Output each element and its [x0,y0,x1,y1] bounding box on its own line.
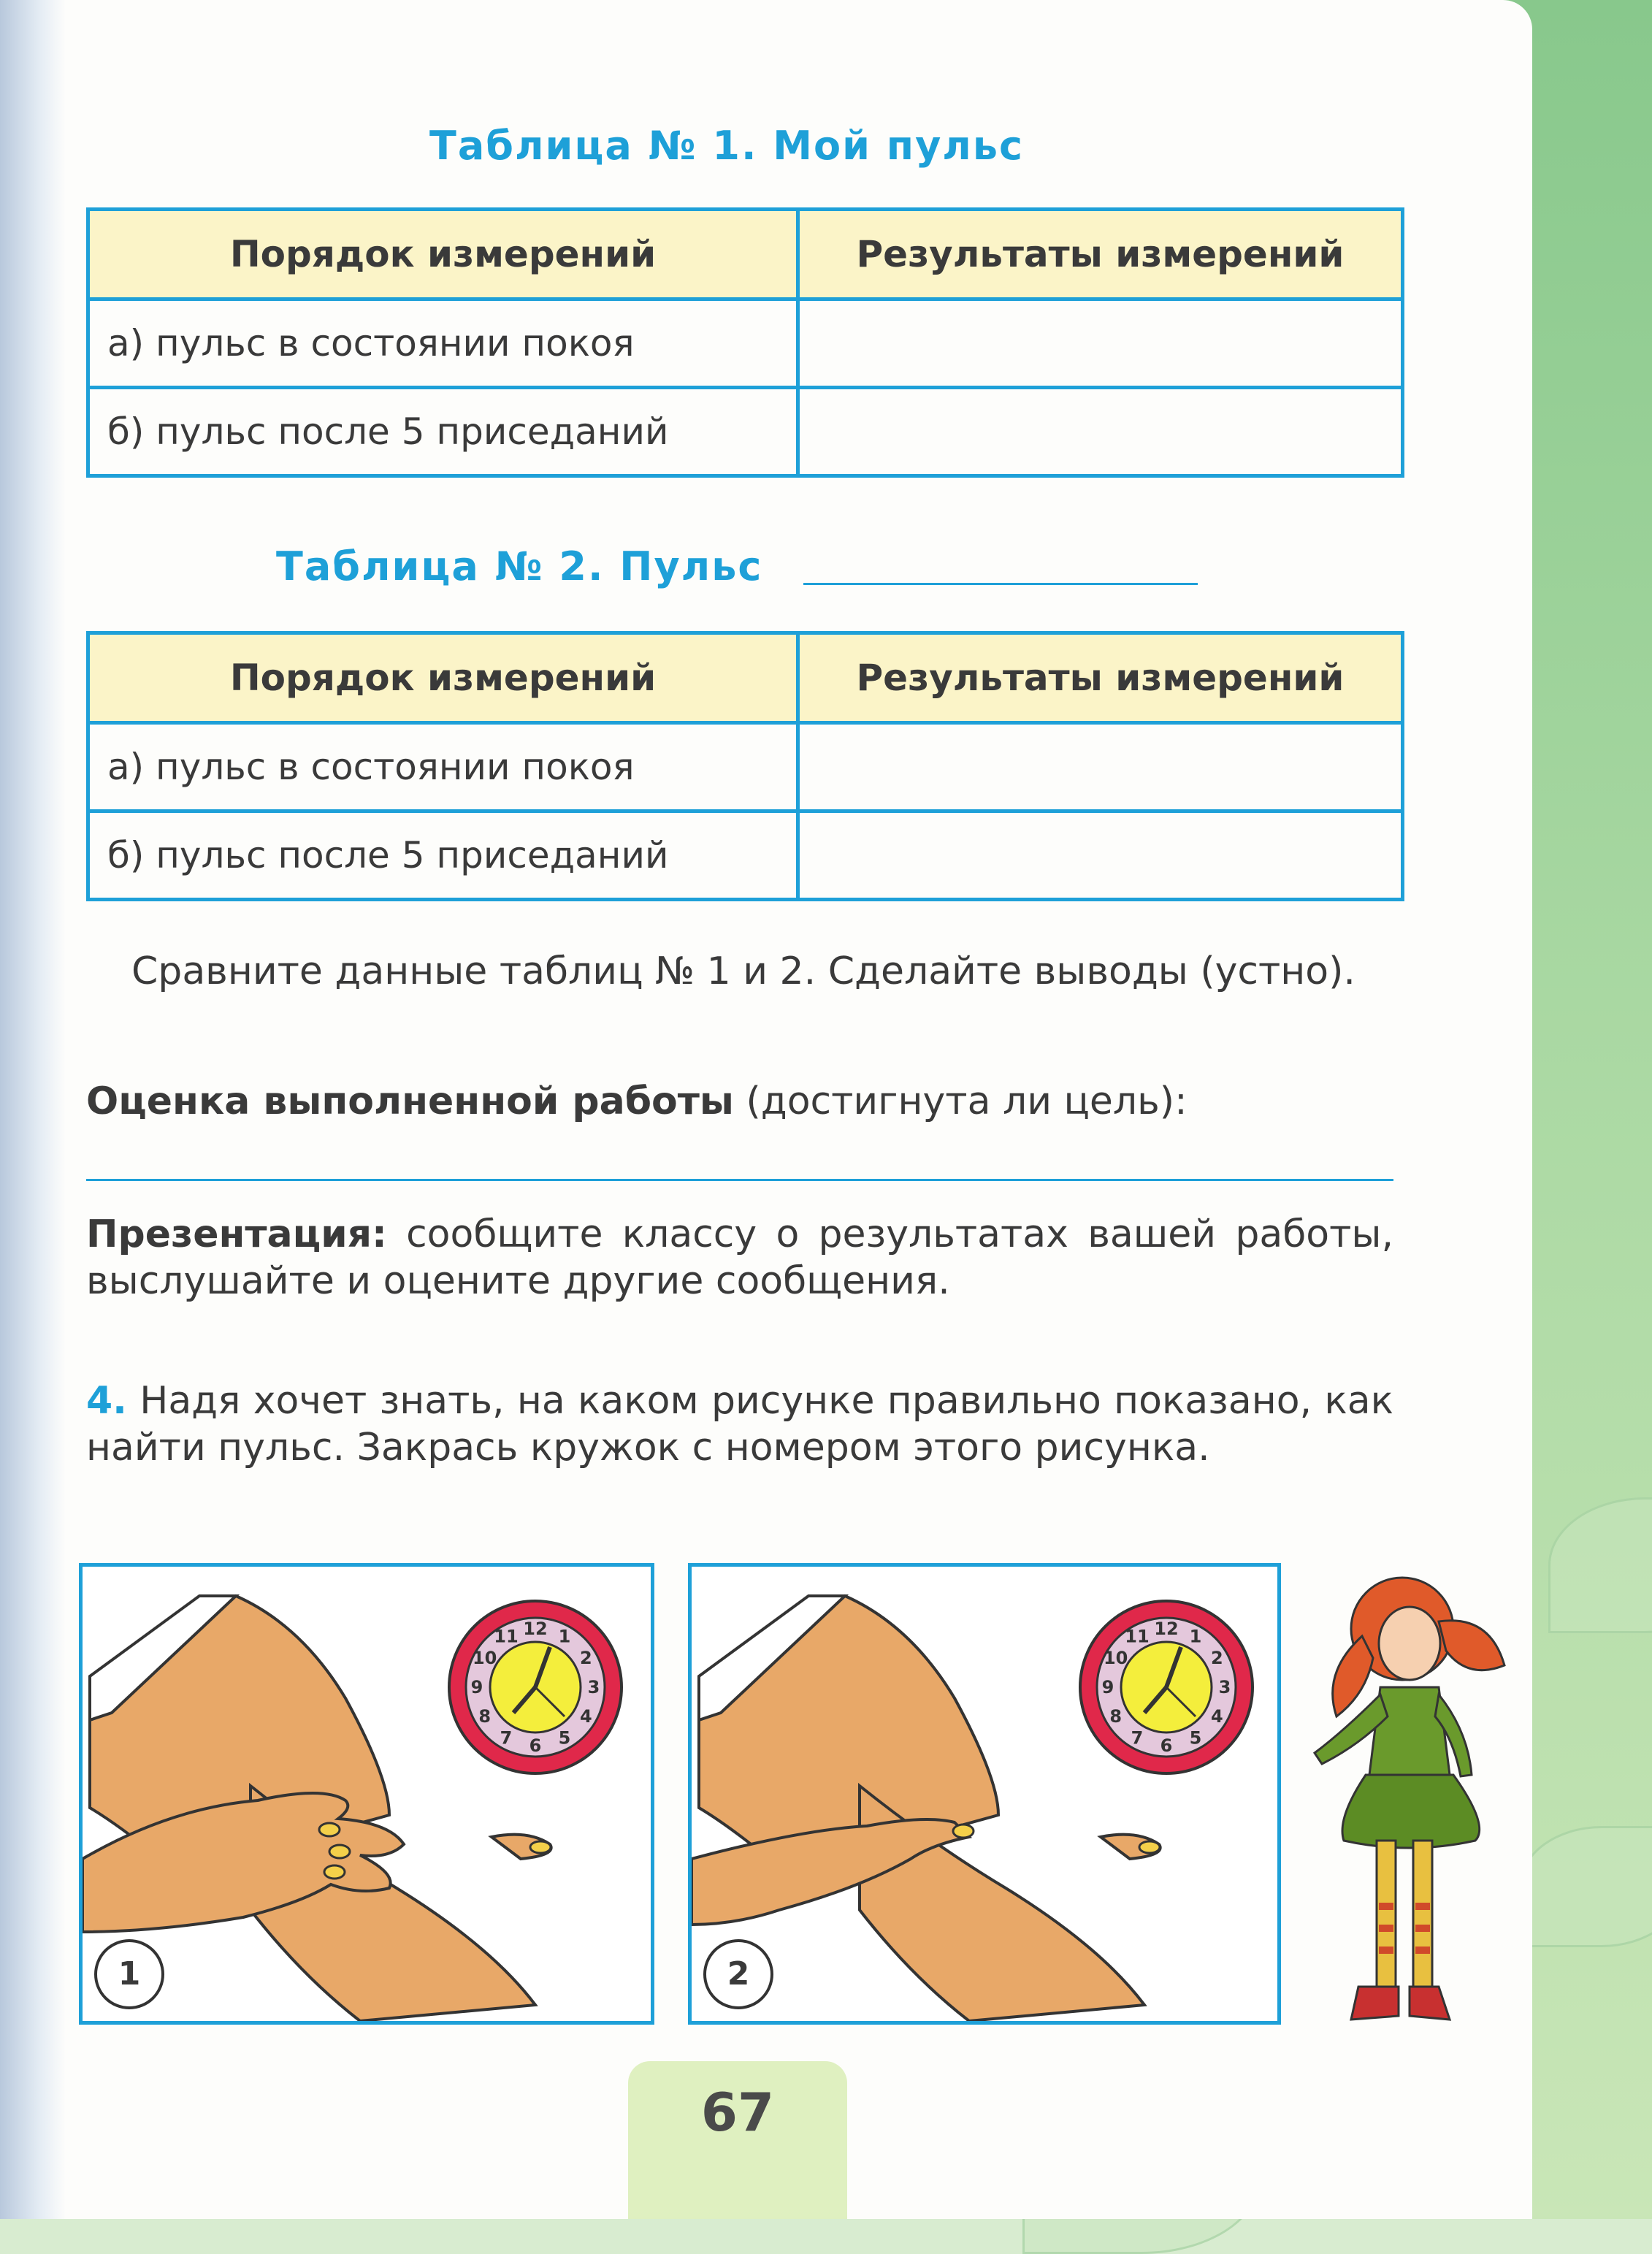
table2-row1-label: а) пульс в состоянии покоя [88,723,798,811]
picture-2-illustration [692,1567,1277,2021]
table2-title-blank-line[interactable] [803,583,1198,585]
table1-row1-result[interactable] [798,299,1403,388]
girl-illustration [1293,1563,1512,2060]
clock-numeral: 10 [472,1648,497,1668]
table1-row1-label: а) пульс в состоянии покоя [88,299,798,388]
clock-numeral: 2 [1210,1648,1223,1668]
clock-numeral: 7 [1131,1727,1144,1749]
table2-row2-label: б) пульс после 5 приседаний [88,811,798,900]
clock-numeral: 3 [587,1677,600,1697]
task4-number: 4. [86,1379,127,1423]
girl-leg-icon [1377,1841,1396,1987]
table1-title: Таблица № 1. Мой пульс [429,123,1024,169]
evaluation-label: Оценка выполненной работы [86,1080,734,1123]
evaluation-answer-line[interactable] [86,1179,1393,1181]
clock-icon [1080,1601,1253,1773]
table1-header-order: Порядок измерений [88,210,798,299]
clock-numeral: 5 [1189,1727,1202,1749]
table-row [88,811,1403,900]
book-spine-shadow [0,0,66,2219]
table2-header-results: Результаты измерений [798,633,1403,723]
table1-header-results: Результаты измерений [798,210,1403,299]
presentation-text: сообщите классу о результатах вашей работы, выслушайте и оцените другие сообщения. [86,1212,1393,1303]
picture-2-frame [688,1563,1281,2025]
girl-face-icon [1379,1607,1440,1680]
clock-numeral: 7 [500,1727,513,1749]
clock-numeral: 12 [1154,1619,1179,1639]
table2-header-order: Порядок измерений [88,633,798,723]
table1 [86,207,1404,478]
clock-numeral: 8 [478,1706,492,1727]
table2-row2-result[interactable] [798,811,1403,900]
clock-numeral: 8 [1109,1706,1123,1727]
clock-numeral: 11 [494,1626,519,1647]
clock-numeral: 6 [1160,1735,1173,1756]
presentation-label: Презентация: [86,1212,387,1256]
presentation-paragraph [86,1211,1393,1304]
clock-numeral: 10 [1103,1648,1128,1668]
table-row [88,388,1403,476]
picture-1-number-circle[interactable]: 1 [94,1939,164,2009]
clock-numeral: 5 [558,1727,571,1749]
clock-numeral: 4 [1210,1706,1223,1727]
table-row [88,299,1403,388]
clock-numeral: 9 [1101,1677,1114,1697]
picture-1-frame [79,1563,654,2025]
table2-row1-result[interactable] [798,723,1403,811]
clock-numeral: 9 [470,1677,483,1697]
girl-skirt-icon [1342,1775,1480,1848]
clock-numeral: 1 [1189,1626,1202,1647]
clock-icon [449,1601,622,1773]
clock-numeral: 12 [523,1619,548,1639]
table1-row2-label: б) пульс после 5 приседаний [88,388,798,476]
task4-text: Надя хочет знать, на каком рисунке правильно показано, как найти пульс. Закрась кружок с номером этого рисунка. [86,1379,1393,1470]
table2 [86,631,1404,901]
picture-2-number-circle[interactable]: 2 [703,1939,773,2009]
task4-paragraph [86,1378,1393,1471]
compare-instruction: Сравните данные таблиц № 1 и 2. Сделайте выводы (устно). [131,950,1355,993]
page-number: 67 [700,2082,775,2143]
clock-numeral: 6 [529,1735,542,1756]
evaluation-text: (достигнута ли цель): [746,1080,1188,1123]
clock-numeral: 3 [1218,1677,1231,1697]
picture-1-illustration [83,1567,651,2021]
clock-numeral: 11 [1125,1626,1150,1647]
table1-row2-result[interactable] [798,388,1403,476]
clock-numeral: 2 [579,1648,592,1668]
girl-shoe-icon [1351,1987,1399,2020]
clock-numeral: 4 [579,1706,592,1727]
clock-numeral: 1 [558,1626,571,1647]
evaluation-line [86,1078,1393,1125]
table2-title: Таблица № 2. Пульс [276,543,763,589]
table-row [88,723,1403,811]
